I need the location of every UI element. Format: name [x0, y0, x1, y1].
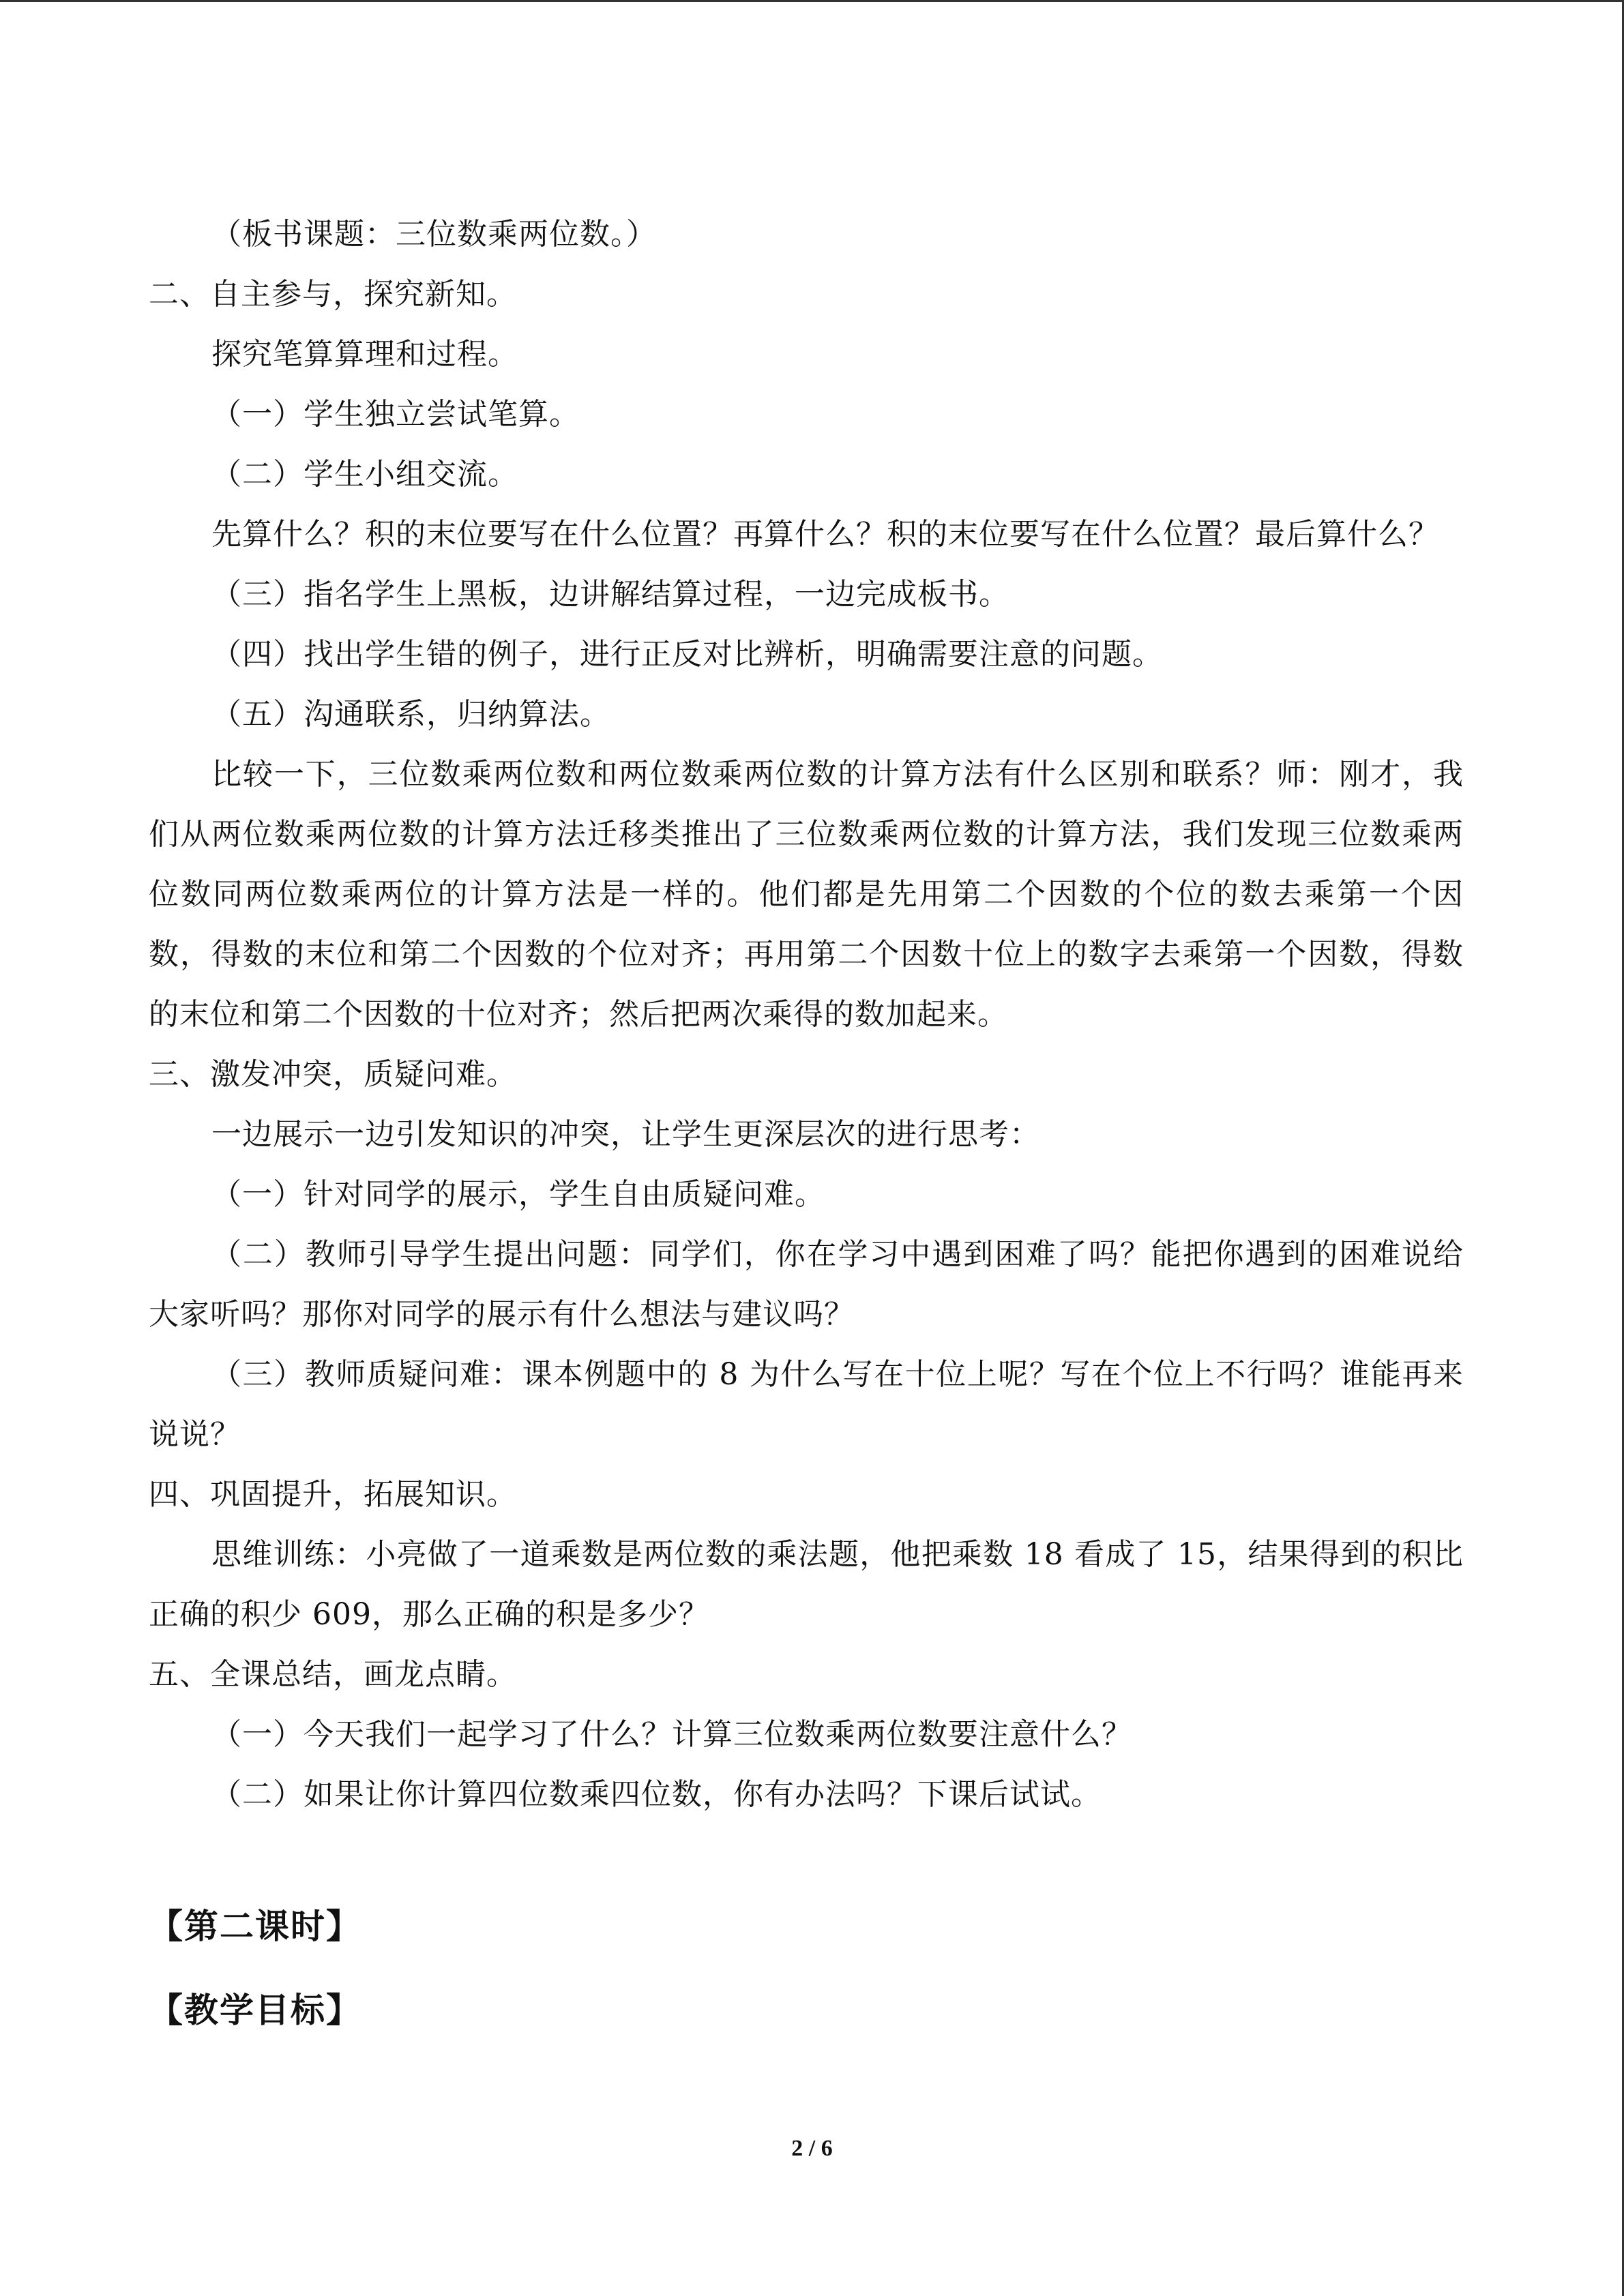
- paragraph-step-5: （五）沟通联系，归纳算法。: [211, 697, 610, 732]
- section-heading-4: 四、巩固提升，拓展知识。: [149, 1477, 517, 1512]
- paragraph-step-2: （二）学生小组交流。: [211, 457, 518, 492]
- paragraph-compare: 比较一下，三位数乘两位数和两位数乘两位数的计算方法有什么区别和联系？师：刚才，我们从两位数乘两位数的计算方法迁移类推出了三位数乘两位数的计算方法，我们发现三位数乘两位数同两位数乘两位的计算方法是一样的。他们都是先用第二个因数的个位的数去乘第一个因数，得数的末位和第二个因数的个位对齐；再用第二个因数十位上的数字去乘第一个因数，得数的末位和第二个因数的十位对齐；然后把两次乘得的数加起来。: [149, 757, 1464, 1032]
- paragraph-step-1: （一）学生独立尝试笔算。: [211, 397, 580, 432]
- section-heading-2: 二、自主参与，探究新知。: [149, 277, 517, 312]
- document-body: [149, 205, 1464, 1825]
- section-heading-5: 五、全课总结，画龙点睛。: [149, 1657, 517, 1692]
- paragraph-conflict-1: （一）针对同学的展示，学生自由质疑问难。: [211, 1177, 825, 1212]
- paragraph-conflict-2: （二）教师引导学生提出问题：同学们，你在学习中遇到困难了吗？能把你遇到的困难说给大家听吗？那你对同学的展示有什么想法与建议吗？: [149, 1237, 1464, 1332]
- paragraph-step-3: （三）指名学生上黑板，边讲解结算过程，一边完成板书。: [211, 577, 1009, 612]
- lesson-heading: 【第二课时】: [149, 1907, 361, 1946]
- paragraph-conflict-3: （三）教师质疑问难：课本例题中的 8 为什么写在十位上呢？写在个位上不行吗？谁能再来说说？: [149, 1357, 1464, 1452]
- paragraph-explore: 探究笔算算理和过程。: [211, 337, 518, 372]
- paragraph-summary-2: （二）如果让你计算四位数乘四位数，你有办法吗？下课后试试。: [211, 1777, 1102, 1812]
- paragraph-board-title: （板书课题：三位数乘两位数。）: [211, 217, 657, 252]
- paragraph-thinking-training: 思维训练：小亮做了一道乘数是两位数的乘法题，他把乘数 18 看成了 15，结果得到的积比正确的积少 609，那么正确的积是多少？: [149, 1537, 1464, 1632]
- paragraph-questions: 先算什么？积的末位要写在什么位置？再算什么？积的末位要写在什么位置？最后算什么？: [211, 517, 1439, 552]
- paragraph-conflict: 一边展示一边引发知识的冲突，让学生更深层次的进行思考：: [211, 1117, 1040, 1152]
- page-top-border: [0, 0, 1624, 2]
- paragraph-step-4: （四）找出学生错的例子，进行正反对比辨析，明确需要注意的问题。: [211, 637, 1163, 672]
- page-number: 2 / 6: [791, 2136, 833, 2161]
- section-heading-3: 三、激发冲突，质疑问难。: [149, 1057, 517, 1092]
- paragraph-summary-1: （一）今天我们一起学习了什么？计算三位数乘两位数要注意什么？: [211, 1717, 1132, 1752]
- teaching-goals-heading: 【教学目标】: [149, 1991, 361, 2030]
